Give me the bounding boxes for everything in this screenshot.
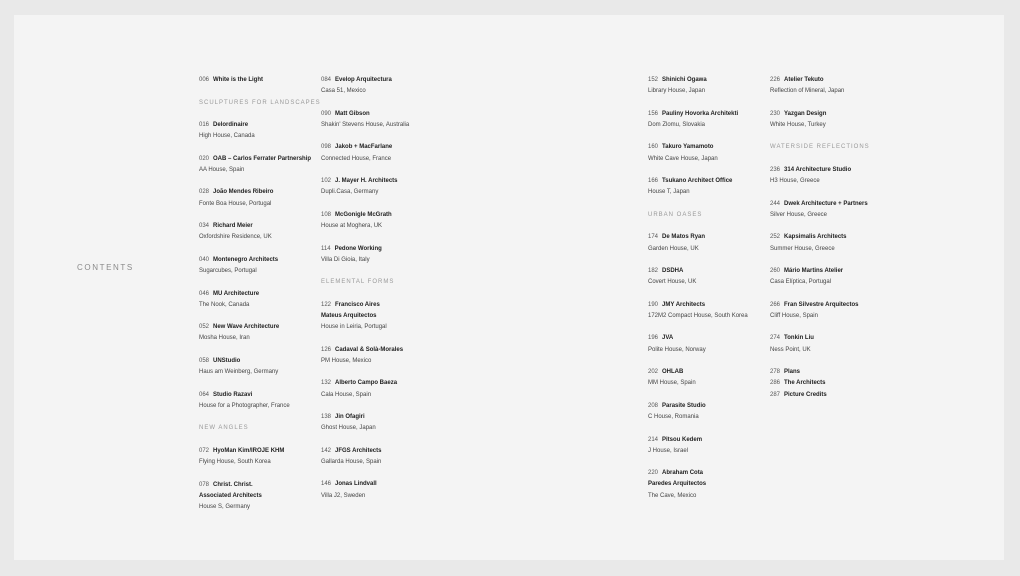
architect-name: Fran Silvestre Arquitectos	[784, 301, 859, 308]
project-location: Reflection of Mineral, Japan	[770, 88, 845, 95]
section-heading: ELEMENTAL FORMS	[321, 279, 395, 286]
page-number: 016	[199, 122, 210, 128]
contents-entry[interactable]	[770, 367, 895, 378]
page-number: 090	[321, 110, 332, 117]
architect-name: JFGS Architects	[335, 447, 382, 454]
contents-entry[interactable]	[648, 468, 773, 502]
page-number: 278	[770, 369, 781, 376]
section-heading: SCULPTURES FOR LANDSCAPES	[199, 99, 321, 106]
contents-entry[interactable]	[199, 221, 324, 243]
contents-entry[interactable]	[648, 266, 773, 288]
project-location: Summer House, Greece	[770, 245, 835, 252]
architect-name: The Architects	[784, 380, 826, 387]
contents-entry[interactable]	[321, 109, 446, 131]
contents-entry[interactable]	[199, 480, 324, 514]
contents-entry[interactable]	[770, 199, 895, 221]
architect-name: Tsukano Architect Office	[662, 178, 733, 185]
architect-name: Kapsimalis Architects	[784, 234, 847, 241]
project-location: 172M2 Compact House, South Korea	[648, 312, 748, 319]
page-number: 146	[321, 481, 332, 488]
page-number: 274	[770, 335, 781, 342]
contents-entry[interactable]	[770, 378, 895, 389]
project-location: H3 House, Greece	[770, 178, 820, 185]
contents-column-4	[770, 75, 895, 401]
page-number: 182	[648, 268, 659, 275]
contents-heading: CONTENTS	[77, 263, 134, 272]
page-number: 108	[321, 211, 332, 218]
project-location: The Nook, Canada	[199, 301, 250, 308]
contents-entry[interactable]	[321, 479, 446, 501]
architect-name: De Matos Ryan	[662, 234, 706, 241]
page-number: 190	[648, 301, 659, 308]
project-location: House in Leiria, Portugal	[321, 324, 387, 331]
architect-name: UNStudio	[213, 357, 241, 364]
page-number: 160	[648, 144, 659, 151]
page-number: 156	[648, 110, 659, 117]
project-location: The Cave, Mexico	[648, 492, 697, 499]
contents-entry[interactable]	[321, 345, 446, 367]
contents-entry[interactable]	[770, 165, 895, 187]
page-number: 006	[199, 77, 210, 83]
page-number: 286	[770, 380, 781, 387]
architect-name: Shinichi Ogawa	[662, 77, 707, 83]
project-location: Garden House, UK	[648, 245, 699, 252]
contents-entry[interactable]	[648, 232, 773, 254]
project-location: Silver House, Greece	[770, 211, 828, 218]
contents-entry[interactable]	[648, 435, 773, 457]
project-location: Library House, Japan	[648, 88, 706, 95]
architect-name: New Wave Architecture	[213, 324, 280, 331]
architect-name: OHLAB	[662, 369, 684, 376]
contents-entry[interactable]	[321, 244, 446, 266]
section-heading: WATERSIDE REFLECTIONS	[770, 144, 870, 151]
section-heading: NEW ANGLES	[199, 425, 249, 432]
project-location: J House, Israel	[648, 447, 689, 454]
contents-entry[interactable]	[770, 333, 895, 355]
page-number: 252	[770, 234, 781, 241]
page-number: 058	[199, 357, 210, 364]
contents-column-2	[321, 75, 446, 513]
architect-name-continued: Mateus Arquitectos	[321, 312, 377, 319]
contents-entry[interactable]	[199, 154, 324, 176]
architect-name: OAB – Carlos Ferrater Partnership	[213, 155, 312, 162]
page-number: 064	[199, 391, 210, 398]
page-number: 266	[770, 301, 781, 308]
contents-entry[interactable]	[199, 322, 324, 344]
architect-name: MU Architecture	[213, 290, 260, 297]
page-number: 078	[199, 481, 210, 488]
architect-name: Montenegro Architects	[213, 256, 279, 263]
contents-entry[interactable]	[321, 300, 446, 334]
contents-column-3	[648, 75, 773, 513]
project-location: Haus am Weinberg, Germany	[199, 369, 279, 376]
page-number: 040	[199, 256, 210, 263]
project-location: Gallarda House, Spain	[321, 458, 382, 465]
page-number: 166	[648, 178, 659, 185]
project-location: Ness Point, UK	[770, 346, 811, 353]
architect-name: Jin Ofagiri	[335, 414, 365, 421]
contents-entry[interactable]	[321, 210, 446, 232]
architect-name: McGonigle McGrath	[335, 211, 392, 218]
contents-entry[interactable]	[199, 289, 324, 311]
project-location: House for a Photographer, France	[199, 402, 290, 409]
architect-name: Tonkin Liu	[784, 335, 814, 342]
section-heading: URBAN OASES	[648, 211, 703, 218]
page-number: 244	[770, 200, 781, 207]
architect-name: Alberto Campo Baeza	[335, 380, 398, 387]
project-location: Casa 51, Mexico	[321, 88, 366, 95]
contents-entry[interactable]	[321, 142, 446, 164]
contents-entry[interactable]	[199, 255, 324, 277]
project-location: Oxfordshire Residence, UK	[199, 234, 272, 241]
architect-name: João Mendes Ribeiro	[213, 189, 274, 196]
page-number: 132	[321, 380, 332, 387]
contents-entry[interactable]	[321, 412, 446, 434]
architect-name: HyoMan Kim/IROJE KHM	[213, 447, 285, 454]
project-location: High House, Canada	[199, 133, 255, 140]
architect-name: Matt Gibson	[335, 110, 370, 117]
architect-name: Picture Credits	[784, 391, 827, 398]
contents-entry[interactable]	[199, 120, 324, 142]
page-number: 174	[648, 234, 659, 241]
architect-name: Studio Razavi	[213, 391, 253, 398]
architect-name: White is the Light	[213, 77, 264, 83]
architect-name: Jonas Lindvall	[335, 481, 377, 488]
project-location: Dom Zlomu, Slovakia	[648, 121, 706, 128]
page-number: 214	[648, 436, 659, 443]
contents-entry[interactable]	[648, 109, 773, 131]
contents-entry[interactable]	[648, 75, 773, 97]
contents-entry[interactable]	[770, 75, 895, 97]
architect-name: Pitsou Kedem	[662, 436, 703, 443]
contents-page	[14, 15, 1004, 560]
project-location: Dupli.Casa, Germany	[321, 189, 379, 196]
contents-entry[interactable]	[648, 367, 773, 389]
architect-name: Parasite Studio	[662, 402, 706, 409]
contents-entry[interactable]	[648, 176, 773, 198]
contents-entry[interactable]	[199, 187, 324, 209]
architect-name: Dwek Architecture + Partners	[784, 200, 868, 207]
page-number: 226	[770, 77, 781, 83]
contents-entry[interactable]	[648, 142, 773, 164]
page-number: 208	[648, 402, 659, 409]
project-location: Connected House, France	[321, 155, 392, 162]
architect-name: JVA	[662, 335, 674, 342]
architect-name: Richard Meier	[213, 223, 253, 230]
architect-name: Yazgan Design	[784, 110, 827, 117]
contents-entry[interactable]	[770, 266, 895, 288]
page-number: 046	[199, 290, 210, 297]
project-location: Casa Elíptica, Portugal	[770, 279, 832, 286]
contents-entry[interactable]	[321, 75, 446, 97]
contents-entry[interactable]	[648, 333, 773, 355]
page-number: 122	[321, 301, 332, 308]
architect-name-continued: Associated Architects	[199, 492, 262, 499]
project-location: Sugarcubes, Portugal	[199, 268, 257, 275]
page-number: 220	[648, 470, 659, 477]
project-location: Flying House, South Korea	[199, 459, 271, 466]
project-location: Covert House, UK	[648, 279, 697, 286]
page-number: 102	[321, 178, 332, 185]
architect-name: Evelop Arquitectura	[335, 77, 392, 83]
contents-entry[interactable]	[321, 446, 446, 468]
project-location: C House, Romania	[648, 414, 699, 421]
project-location: Cala House, Spain	[321, 391, 372, 398]
project-location: Fonte Boa House, Portugal	[199, 200, 272, 207]
page-number: 196	[648, 335, 659, 342]
project-location: Polite House, Norway	[648, 346, 706, 353]
page-number: 230	[770, 110, 781, 117]
project-location: House S, Germany	[199, 503, 251, 510]
architect-name: Abraham Cota	[662, 470, 704, 477]
page-number: 084	[321, 77, 332, 83]
architect-name: DSDHA	[662, 268, 684, 275]
project-location: Villa Di Gioia, Italy	[321, 256, 370, 263]
page-number: 028	[199, 189, 210, 196]
architect-name: Delordinaire	[213, 122, 249, 128]
architect-name-continued: Paredes Arquitectos	[648, 481, 707, 488]
contents-entry[interactable]	[770, 300, 895, 322]
architect-name: Mário Martins Atelier	[784, 268, 844, 275]
contents-entry[interactable]	[770, 232, 895, 254]
project-location: Cliff House, Spain	[770, 312, 818, 319]
architect-name: Christ. Christ.	[213, 481, 253, 488]
page-number: 142	[321, 447, 332, 454]
contents-entry[interactable]	[321, 378, 446, 400]
contents-entry[interactable]	[199, 356, 324, 378]
project-location: Mosha House, Iran	[199, 335, 250, 342]
architect-name: Jakob + MacFarlane	[335, 144, 393, 151]
contents-entry[interactable]	[199, 446, 324, 468]
project-location: Ghost House, Japan	[321, 425, 376, 432]
page-number: 236	[770, 166, 781, 173]
page-number: 287	[770, 391, 781, 398]
project-location: White Cave House, Japan	[648, 155, 718, 162]
architect-name: Pedone Working	[334, 245, 382, 252]
project-location: MM House, Spain	[648, 380, 696, 387]
contents-entry[interactable]	[648, 401, 773, 423]
architect-name: J. Mayer H. Architects	[335, 178, 398, 185]
contents-entry[interactable]	[199, 75, 324, 86]
architect-name: Francisco Aires	[335, 301, 380, 308]
page-number: 098	[321, 144, 332, 151]
page-number: 034	[199, 223, 210, 230]
page-number: 052	[199, 324, 210, 331]
architect-name: Atelier Tekuto	[784, 77, 824, 83]
architect-name: Cadaval & Solà-Morales	[335, 346, 404, 353]
contents-entry[interactable]	[321, 176, 446, 198]
architect-name: JMY Architects	[662, 301, 706, 308]
contents-column-1	[199, 75, 324, 524]
architect-name: Takuro Yamamoto	[662, 144, 714, 151]
page-number: 020	[199, 155, 210, 162]
contents-entry[interactable]	[770, 390, 895, 401]
project-location: AA House, Spain	[199, 166, 245, 173]
page-number: 072	[199, 447, 210, 454]
project-location: Shakin' Stevens House, Australia	[321, 121, 410, 128]
contents-entry[interactable]	[770, 109, 895, 131]
page-number: 152	[648, 77, 659, 83]
architect-name: Pauliny Hovorka Architekti	[662, 110, 739, 117]
project-location: Villa J2, Sweden	[321, 492, 366, 499]
project-location: House at Moghera, UK	[321, 223, 383, 230]
page-number: 126	[321, 346, 332, 353]
page-number: 138	[321, 414, 332, 421]
project-location: PM House, Mexico	[321, 357, 372, 364]
contents-entry[interactable]	[648, 300, 773, 322]
architect-name: 314 Architecture Studio	[784, 166, 852, 173]
page-number: 202	[648, 369, 659, 376]
project-location: House T, Japan	[648, 189, 690, 196]
architect-name: Plans	[784, 369, 801, 376]
page-number: 114	[321, 245, 331, 252]
contents-entry[interactable]	[199, 390, 324, 412]
project-location: White House, Turkey	[770, 121, 826, 128]
page-number: 260	[770, 268, 781, 275]
